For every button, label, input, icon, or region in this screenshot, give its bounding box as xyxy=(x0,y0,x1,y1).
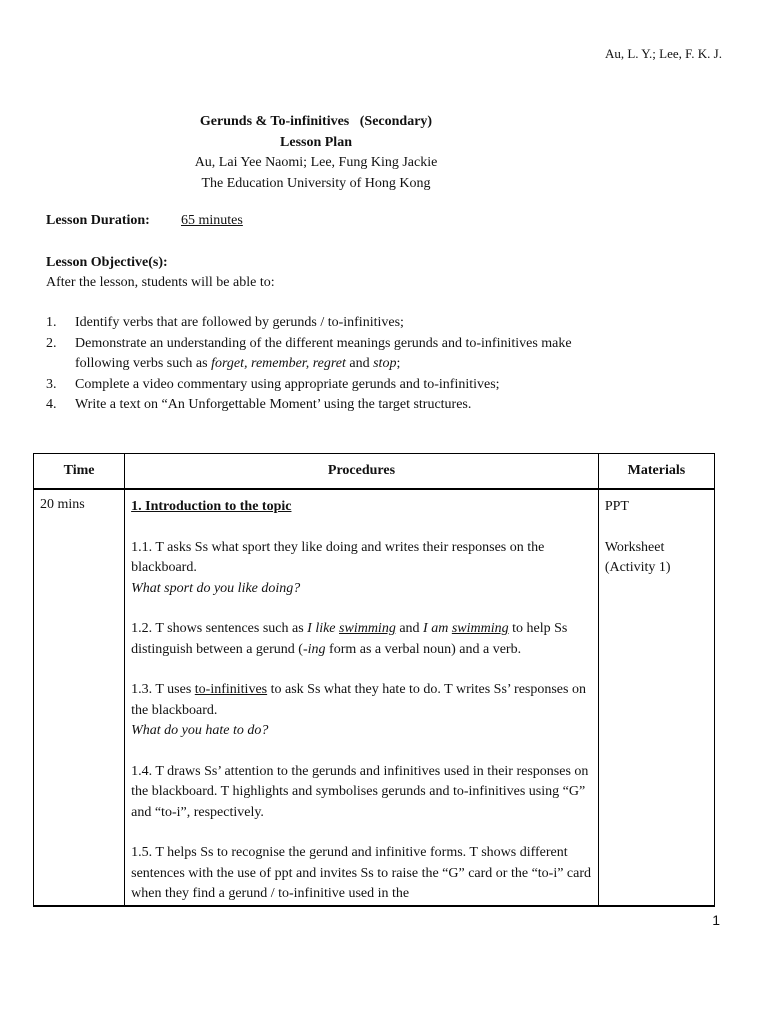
objective-list xyxy=(46,313,606,416)
table-header-row xyxy=(34,454,715,490)
objective-emphasis: forget, remember, regret xyxy=(211,356,346,371)
step-text: to help Ss distinguish between a gerund ( xyxy=(131,621,568,657)
step-text: 1.2. T shows sentences such as xyxy=(131,621,308,636)
title-block xyxy=(0,112,632,194)
example-underlined: swimming xyxy=(451,621,509,636)
material-item: PPT xyxy=(604,499,629,514)
objective-text: Complete a video commentary using appropriate gerunds and to-infinitives; xyxy=(75,376,500,392)
procedure-step xyxy=(131,619,592,660)
procedure-step xyxy=(131,680,592,742)
header-time: Time xyxy=(34,454,125,490)
step-text: form as a verbal noun) and a verb. xyxy=(325,641,522,657)
objective-text: Identify verbs that are followed by gerunds / to-infinitives; xyxy=(75,315,404,330)
objective-number: 1. xyxy=(46,315,57,330)
step-question: What sport do you like doing? xyxy=(131,580,301,596)
duration-value: 65 minutes xyxy=(181,213,243,228)
institution: The Education University of Hong Kong xyxy=(201,175,431,191)
step-text: and xyxy=(395,621,424,636)
time-cell: 20 mins xyxy=(34,489,125,906)
objective-number: 2. xyxy=(46,335,57,351)
procedure-step xyxy=(131,538,592,600)
step-text: to ask Ss what they hate to do. T writes Ss’ responses on the blackboard. xyxy=(131,682,586,718)
step-text: 1.3. T uses xyxy=(131,682,195,697)
material-item: Worksheet (Activity 1) xyxy=(604,539,671,575)
objective-item xyxy=(46,375,606,396)
objective-emphasis: stop xyxy=(373,356,397,371)
duration-label: Lesson Duration: xyxy=(46,213,150,228)
procedures-cell xyxy=(125,489,599,906)
procedures-table xyxy=(33,453,715,907)
objectives-label: Lesson Objective(s): xyxy=(46,255,168,270)
authors: Au, Lai Yee Naomi; Lee, Fung King Jackie xyxy=(194,155,438,170)
header-materials: Materials xyxy=(598,454,714,490)
objective-item xyxy=(46,313,606,334)
objective-item xyxy=(46,334,606,375)
document-subtitle: Lesson Plan xyxy=(280,134,352,150)
procedure-step: 1.5. T helps Ss to recognise the gerund and infinitive forms. T shows different sentences with the use of ppt and invites Ss to raise the “G” card or the “to-i” card when they find a gerund / to-infinitive used in the xyxy=(131,845,592,901)
section-title: 1. Introduction to the topic xyxy=(131,499,292,514)
materials-cell xyxy=(598,489,714,906)
procedure-step: 1.4. T draws Ss’ attention to the gerunds and infinitives used in their responses on the blackboard. T highlights and symbolises gerunds and to-infinitives using “G” and “to-i”, respectively. xyxy=(131,763,589,820)
document-title: Gerunds & To-infinitives (Secondary) xyxy=(199,114,433,129)
objective-number: 4. xyxy=(46,397,57,412)
objective-number: 3. xyxy=(46,376,57,392)
objective-text: ; xyxy=(396,356,401,371)
objective-text: Write a text on “An Unforgettable Moment’ using the target structures. xyxy=(75,397,472,412)
step-question: What do you hate to do? xyxy=(131,723,269,738)
objective-item xyxy=(46,395,606,416)
objectives-intro: After the lesson, students will be able to: xyxy=(46,275,275,290)
objective-text: Demonstrate an understanding of the different meanings gerunds and to-infinitives make following verbs such as xyxy=(75,335,572,371)
step-text: 1.1. T asks Ss what sport they like doing and writes their responses on the blackboard. xyxy=(131,539,545,575)
running-header: Au, L. Y.; Lee, F. K. J. xyxy=(604,46,722,61)
header-procedures: Procedures xyxy=(125,454,599,490)
objective-text: and xyxy=(345,356,374,371)
table-row xyxy=(34,489,715,906)
lesson-duration xyxy=(46,213,243,229)
example-italic: I am xyxy=(423,621,452,636)
page-number: 1 xyxy=(712,912,720,928)
example-underlined: swimming xyxy=(339,621,396,636)
example-italic: -ing xyxy=(302,641,326,657)
example-italic: I like xyxy=(307,621,340,636)
underlined-term: to-infinitives xyxy=(194,682,268,697)
